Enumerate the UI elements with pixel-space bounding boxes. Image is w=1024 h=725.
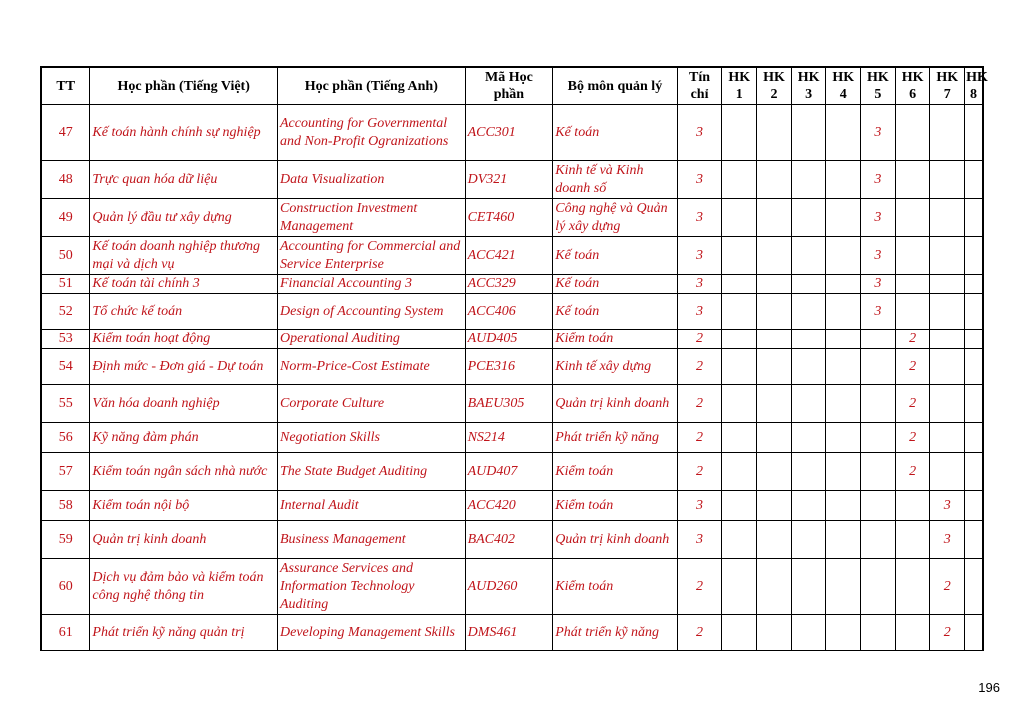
semester-6-cell: 2 bbox=[895, 423, 930, 453]
header-tt: TT bbox=[41, 67, 90, 105]
semester-4-cell bbox=[826, 559, 861, 615]
course-name-en: Corporate Culture bbox=[278, 385, 466, 423]
page-number: 196 bbox=[978, 680, 1000, 695]
course-name-en: Developing Management Skills bbox=[278, 615, 466, 651]
course-name-vi: Kiểm toán ngân sách nhà nước bbox=[90, 453, 278, 491]
semester-3-cell bbox=[791, 491, 826, 521]
semester-2-cell bbox=[757, 330, 792, 349]
semester-6-cell: 2 bbox=[895, 453, 930, 491]
header-credits-line1: Tín bbox=[689, 70, 711, 85]
semester-7-cell bbox=[930, 330, 965, 349]
semester-2-cell bbox=[757, 521, 792, 559]
semester-8-cell bbox=[965, 521, 983, 559]
course-code: ACC329 bbox=[465, 275, 553, 294]
course-code: BAC402 bbox=[465, 521, 553, 559]
credits: 3 bbox=[677, 294, 722, 330]
row-number: 61 bbox=[41, 615, 90, 651]
department: Kiểm toán bbox=[553, 559, 677, 615]
semester-1-cell bbox=[722, 559, 757, 615]
semester-5-cell bbox=[861, 385, 896, 423]
curriculum-table bbox=[40, 66, 988, 651]
course-name-en: Design of Accounting System bbox=[278, 294, 466, 330]
semester-7-cell bbox=[930, 349, 965, 385]
semester-7-cell bbox=[930, 275, 965, 294]
department: Kế toán bbox=[553, 275, 677, 294]
course-name-en: Data Visualization bbox=[278, 161, 466, 199]
header-course-code bbox=[465, 67, 553, 105]
header-credits bbox=[677, 67, 722, 105]
row-number: 56 bbox=[41, 423, 90, 453]
table-header-row bbox=[41, 67, 983, 105]
credits: 3 bbox=[677, 275, 722, 294]
semester-2-cell bbox=[757, 491, 792, 521]
semester-6-cell: 2 bbox=[895, 349, 930, 385]
semester-4-cell bbox=[826, 294, 861, 330]
course-name-en: The State Budget Auditing bbox=[278, 453, 466, 491]
credits: 3 bbox=[677, 491, 722, 521]
semester-4-cell bbox=[826, 199, 861, 237]
department: Phát triển kỹ năng bbox=[553, 615, 677, 651]
semester-5-cell bbox=[861, 349, 896, 385]
credits: 3 bbox=[677, 161, 722, 199]
table-row bbox=[41, 237, 983, 275]
header-semester-7: HK 7 bbox=[930, 67, 965, 105]
course-code: ACC406 bbox=[465, 294, 553, 330]
row-number: 51 bbox=[41, 275, 90, 294]
course-name-en: Internal Audit bbox=[278, 491, 466, 521]
header-semester-8: HK 8 bbox=[965, 67, 983, 105]
semester-8-cell bbox=[965, 349, 983, 385]
course-name-vi: Kiểm toán hoạt động bbox=[90, 330, 278, 349]
course-code: ACC421 bbox=[465, 237, 553, 275]
semester-5-cell bbox=[861, 491, 896, 521]
semester-7-cell bbox=[930, 453, 965, 491]
course-name-vi: Tổ chức kế toán bbox=[90, 294, 278, 330]
header-course-en: Học phần (Tiếng Anh) bbox=[278, 67, 466, 105]
course-name-en: Norm-Price-Cost Estimate bbox=[278, 349, 466, 385]
course-code: ACC420 bbox=[465, 491, 553, 521]
semester-7-cell bbox=[930, 199, 965, 237]
row-number: 47 bbox=[41, 105, 90, 161]
semester-7-cell: 3 bbox=[930, 491, 965, 521]
course-name-vi: Kỹ năng đàm phán bbox=[90, 423, 278, 453]
row-number: 54 bbox=[41, 349, 90, 385]
semester-4-cell bbox=[826, 453, 861, 491]
semester-3-cell bbox=[791, 423, 826, 453]
row-number: 59 bbox=[41, 521, 90, 559]
semester-8-cell bbox=[965, 237, 983, 275]
semester-1-cell bbox=[722, 105, 757, 161]
department: Kinh tế xây dựng bbox=[553, 349, 677, 385]
credits: 3 bbox=[677, 237, 722, 275]
course-name-en: Business Management bbox=[278, 521, 466, 559]
credits: 2 bbox=[677, 423, 722, 453]
semester-1-cell bbox=[722, 199, 757, 237]
course-code: ACC301 bbox=[465, 105, 553, 161]
header-semester-5: HK 5 bbox=[861, 67, 896, 105]
semester-1-cell bbox=[722, 330, 757, 349]
course-code: BAEU305 bbox=[465, 385, 553, 423]
row-number: 48 bbox=[41, 161, 90, 199]
table-row bbox=[41, 330, 983, 349]
semester-8-cell bbox=[965, 559, 983, 615]
department: Kiểm toán bbox=[553, 453, 677, 491]
semester-2-cell bbox=[757, 423, 792, 453]
semester-7-cell bbox=[930, 161, 965, 199]
header-department: Bộ môn quản lý bbox=[553, 67, 677, 105]
row-number: 60 bbox=[41, 559, 90, 615]
semester-6-cell: 2 bbox=[895, 385, 930, 423]
department: Kế toán bbox=[553, 294, 677, 330]
semester-3-cell bbox=[791, 161, 826, 199]
semester-5-cell: 3 bbox=[861, 161, 896, 199]
semester-8-cell bbox=[965, 385, 983, 423]
semester-3-cell bbox=[791, 330, 826, 349]
credits: 2 bbox=[677, 385, 722, 423]
semester-4-cell bbox=[826, 615, 861, 651]
credits: 3 bbox=[677, 199, 722, 237]
credits: 2 bbox=[677, 349, 722, 385]
semester-1-cell bbox=[722, 275, 757, 294]
semester-2-cell bbox=[757, 453, 792, 491]
credits: 2 bbox=[677, 453, 722, 491]
table-row bbox=[41, 275, 983, 294]
semester-7-cell bbox=[930, 385, 965, 423]
department: Quản trị kinh doanh bbox=[553, 385, 677, 423]
semester-3-cell bbox=[791, 294, 826, 330]
semester-3-cell bbox=[791, 349, 826, 385]
course-name-en: Assurance Services and Information Technology Auditing bbox=[278, 559, 466, 615]
semester-1-cell bbox=[722, 423, 757, 453]
semester-4-cell bbox=[826, 330, 861, 349]
department: Kế toán bbox=[553, 105, 677, 161]
course-name-en: Accounting for Governmental and Non-Profit Ogranizations bbox=[278, 105, 466, 161]
header-code-line2: phần bbox=[493, 87, 525, 102]
table-row bbox=[41, 423, 983, 453]
course-name-vi: Phát triển kỹ năng quản trị bbox=[90, 615, 278, 651]
course-name-en: Financial Accounting 3 bbox=[278, 275, 466, 294]
semester-4-cell bbox=[826, 161, 861, 199]
semester-7-cell: 2 bbox=[930, 559, 965, 615]
header-semester-3: HK 3 bbox=[791, 67, 826, 105]
course-code: NS214 bbox=[465, 423, 553, 453]
semester-6-cell: 2 bbox=[895, 330, 930, 349]
semester-2-cell bbox=[757, 349, 792, 385]
semester-2-cell bbox=[757, 275, 792, 294]
table-row bbox=[41, 294, 983, 330]
credits: 3 bbox=[677, 105, 722, 161]
semester-2-cell bbox=[757, 385, 792, 423]
semester-6-cell bbox=[895, 275, 930, 294]
row-number: 53 bbox=[41, 330, 90, 349]
row-number: 49 bbox=[41, 199, 90, 237]
course-code: AUD405 bbox=[465, 330, 553, 349]
semester-3-cell bbox=[791, 275, 826, 294]
semester-6-cell bbox=[895, 491, 930, 521]
semester-3-cell bbox=[791, 105, 826, 161]
semester-3-cell bbox=[791, 385, 826, 423]
course-name-en: Negotiation Skills bbox=[278, 423, 466, 453]
semester-4-cell bbox=[826, 521, 861, 559]
course-name-vi: Kế toán hành chính sự nghiệp bbox=[90, 105, 278, 161]
course-name-en: Operational Auditing bbox=[278, 330, 466, 349]
table-row bbox=[41, 385, 983, 423]
semester-8-cell bbox=[965, 615, 983, 651]
credits: 3 bbox=[677, 521, 722, 559]
semester-8-cell bbox=[965, 330, 983, 349]
semester-6-cell bbox=[895, 161, 930, 199]
course-name-vi: Quản trị kinh doanh bbox=[90, 521, 278, 559]
credits: 2 bbox=[677, 615, 722, 651]
table-row bbox=[41, 161, 983, 199]
semester-7-cell bbox=[930, 423, 965, 453]
department: Kiểm toán bbox=[553, 491, 677, 521]
semester-6-cell bbox=[895, 294, 930, 330]
department: Kinh tế và Kinh doanh số bbox=[553, 161, 677, 199]
department: Kế toán bbox=[553, 237, 677, 275]
semester-2-cell bbox=[757, 199, 792, 237]
semester-8-cell bbox=[965, 423, 983, 453]
course-name-vi: Kế toán tài chính 3 bbox=[90, 275, 278, 294]
semester-3-cell bbox=[791, 453, 826, 491]
semester-7-cell bbox=[930, 105, 965, 161]
header-semester-1: HK 1 bbox=[722, 67, 757, 105]
table-row bbox=[41, 453, 983, 491]
semester-5-cell bbox=[861, 615, 896, 651]
semester-1-cell bbox=[722, 615, 757, 651]
course-name-vi: Dịch vụ đảm bảo và kiểm toán công nghệ thông tin bbox=[90, 559, 278, 615]
table-body bbox=[41, 105, 983, 651]
row-number: 55 bbox=[41, 385, 90, 423]
semester-8-cell bbox=[965, 275, 983, 294]
semester-6-cell bbox=[895, 559, 930, 615]
semester-5-cell bbox=[861, 453, 896, 491]
semester-2-cell bbox=[757, 161, 792, 199]
table-row bbox=[41, 521, 983, 559]
course-name-vi: Kiểm toán nội bộ bbox=[90, 491, 278, 521]
semester-8-cell bbox=[965, 491, 983, 521]
semester-7-cell bbox=[930, 294, 965, 330]
course-name-vi: Văn hóa doanh nghiệp bbox=[90, 385, 278, 423]
semester-7-cell: 3 bbox=[930, 521, 965, 559]
row-number: 58 bbox=[41, 491, 90, 521]
table-row bbox=[41, 349, 983, 385]
semester-8-cell bbox=[965, 294, 983, 330]
semester-5-cell bbox=[861, 423, 896, 453]
department: Phát triển kỹ năng bbox=[553, 423, 677, 453]
semester-3-cell bbox=[791, 199, 826, 237]
semester-1-cell bbox=[722, 385, 757, 423]
semester-8-cell bbox=[965, 199, 983, 237]
row-number: 57 bbox=[41, 453, 90, 491]
table-row bbox=[41, 199, 983, 237]
semester-5-cell: 3 bbox=[861, 294, 896, 330]
semester-6-cell bbox=[895, 521, 930, 559]
semester-7-cell bbox=[930, 237, 965, 275]
header-code-line1: Mã Học bbox=[485, 70, 533, 85]
header-credits-line2: chỉ bbox=[690, 87, 709, 102]
semester-8-cell bbox=[965, 105, 983, 161]
semester-4-cell bbox=[826, 423, 861, 453]
table-row bbox=[41, 559, 983, 615]
course-code: DMS461 bbox=[465, 615, 553, 651]
header-semester-2: HK 2 bbox=[757, 67, 792, 105]
semester-1-cell bbox=[722, 294, 757, 330]
semester-3-cell bbox=[791, 237, 826, 275]
course-code: AUD260 bbox=[465, 559, 553, 615]
semester-3-cell bbox=[791, 615, 826, 651]
header-semester-6: HK 6 bbox=[895, 67, 930, 105]
semester-2-cell bbox=[757, 615, 792, 651]
credits: 2 bbox=[677, 559, 722, 615]
semester-8-cell bbox=[965, 161, 983, 199]
semester-4-cell bbox=[826, 275, 861, 294]
semester-4-cell bbox=[826, 105, 861, 161]
course-code: PCE316 bbox=[465, 349, 553, 385]
semester-1-cell bbox=[722, 237, 757, 275]
course-code: CET460 bbox=[465, 199, 553, 237]
semester-4-cell bbox=[826, 237, 861, 275]
course-name-vi: Trực quan hóa dữ liệu bbox=[90, 161, 278, 199]
course-code: DV321 bbox=[465, 161, 553, 199]
semester-3-cell bbox=[791, 559, 826, 615]
course-name-vi: Quản lý đầu tư xây dựng bbox=[90, 199, 278, 237]
semester-1-cell bbox=[722, 521, 757, 559]
semester-5-cell: 3 bbox=[861, 275, 896, 294]
semester-6-cell bbox=[895, 615, 930, 651]
row-number: 52 bbox=[41, 294, 90, 330]
department: Quản trị kinh doanh bbox=[553, 521, 677, 559]
semester-1-cell bbox=[722, 161, 757, 199]
semester-6-cell bbox=[895, 105, 930, 161]
header-course-vi: Học phần (Tiếng Việt) bbox=[90, 67, 278, 105]
semester-5-cell: 3 bbox=[861, 237, 896, 275]
table-row bbox=[41, 105, 983, 161]
course-name-en: Construction Investment Management bbox=[278, 199, 466, 237]
row-number: 50 bbox=[41, 237, 90, 275]
semester-4-cell bbox=[826, 349, 861, 385]
semester-2-cell bbox=[757, 559, 792, 615]
semester-4-cell bbox=[826, 385, 861, 423]
semester-7-cell: 2 bbox=[930, 615, 965, 651]
header-semester-4: HK 4 bbox=[826, 67, 861, 105]
department: Công nghệ và Quản lý xây dựng bbox=[553, 199, 677, 237]
semester-2-cell bbox=[757, 294, 792, 330]
course-name-en: Accounting for Commercial and Service Enterprise bbox=[278, 237, 466, 275]
semester-5-cell: 3 bbox=[861, 199, 896, 237]
credits: 2 bbox=[677, 330, 722, 349]
semester-5-cell bbox=[861, 521, 896, 559]
semester-6-cell bbox=[895, 237, 930, 275]
course-name-vi: Định mức - Đơn giá - Dự toán bbox=[90, 349, 278, 385]
semester-3-cell bbox=[791, 521, 826, 559]
department: Kiểm toán bbox=[553, 330, 677, 349]
semester-6-cell bbox=[895, 199, 930, 237]
semester-1-cell bbox=[722, 491, 757, 521]
semester-2-cell bbox=[757, 237, 792, 275]
semester-5-cell bbox=[861, 330, 896, 349]
table-row bbox=[41, 615, 983, 651]
table-row bbox=[41, 491, 983, 521]
semester-1-cell bbox=[722, 349, 757, 385]
semester-1-cell bbox=[722, 453, 757, 491]
course-name-vi: Kế toán doanh nghiệp thương mại và dịch vụ bbox=[90, 237, 278, 275]
semester-4-cell bbox=[826, 491, 861, 521]
semester-5-cell: 3 bbox=[861, 105, 896, 161]
semester-2-cell bbox=[757, 105, 792, 161]
semester-8-cell bbox=[965, 453, 983, 491]
semester-5-cell bbox=[861, 559, 896, 615]
course-code: AUD407 bbox=[465, 453, 553, 491]
